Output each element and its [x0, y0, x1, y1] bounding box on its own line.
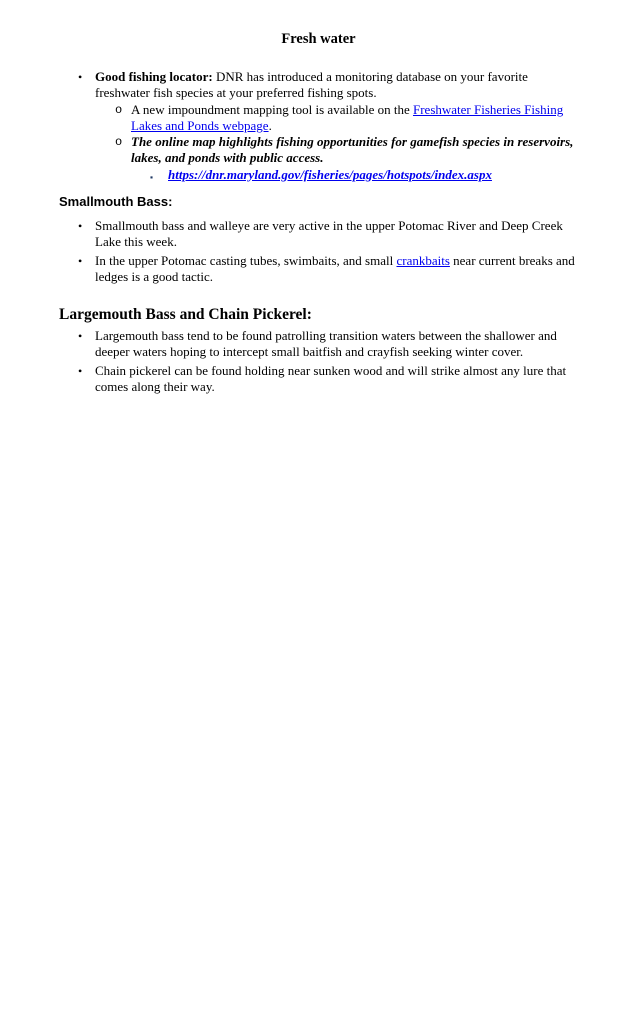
bullet-dot-icon: • — [78, 328, 83, 343]
list-item — [59, 167, 578, 183]
list-item — [59, 253, 578, 286]
smallmouth-bass-section — [59, 218, 578, 286]
page-title: Fresh water — [281, 31, 356, 47]
list-item-text: A new impoundment mapping tool is available on the Freshwater Fisheries Fishing Lakes and Ponds webpage. — [131, 101, 564, 133]
bullet-square-icon: ▪ — [150, 171, 154, 182]
freshwater-fisheries-webpage-link[interactable]: Freshwater Fisheries Fishing Lakes and Ponds webpage — [131, 101, 564, 133]
crankbaits-link[interactable]: crankbaits — [396, 253, 450, 269]
bullet-dot-icon: • — [78, 254, 83, 269]
list-item-text: The online map highlights fishing opportunities for gamefish species in reservoirs, lakes, and ponds with public access. — [131, 134, 574, 166]
document-page — [0, 0, 622, 395]
list-item — [59, 363, 578, 396]
smallmouth-bass-heading: Smallmouth Bass: — [59, 194, 173, 210]
fresh-water-section — [59, 69, 578, 183]
list-item — [59, 69, 578, 102]
list-item-text: Largemouth bass tend to be found patrolling transition waters between the shallower and deeper waters hoping to intercept small baitfish and crayfish seeking winter cover. — [95, 327, 557, 360]
list-item-text: In the upper Potomac casting tubes, swimbaits, and small crankbaits near current breaks and ledges is a good tactic. — [95, 253, 575, 285]
bullet-dot-icon: • — [78, 219, 83, 234]
bold-lead: Good fishing locator: — [95, 69, 213, 84]
list-item — [59, 102, 578, 135]
list-item-text: Smallmouth bass and walleye are very active in the upper Potomac River and Deep Creek Lake this week. — [95, 218, 563, 250]
bullet-dot-icon: • — [78, 363, 83, 378]
hotspots-url-link[interactable]: https://dnr.maryland.gov/fisheries/pages/hotspots/index.aspx — [168, 166, 492, 182]
largemouth-pickerel-section — [59, 328, 578, 396]
list-item — [59, 134, 578, 167]
list-item-text: Good fishing locator: DNR has introduced a monitoring database on your favorite freshwater fish species at your preferred fishing spots. — [95, 69, 528, 101]
list-item — [59, 328, 578, 361]
bullet-dot-icon: • — [78, 70, 83, 84]
bullet-circle-icon: o — [115, 135, 123, 150]
list-item — [59, 218, 578, 251]
bullet-circle-icon: o — [115, 102, 123, 117]
largemouth-pickerel-heading: Largemouth Bass and Chain Pickerel: — [59, 305, 312, 323]
list-item-text: Chain pickerel can be found holding near sunken wood and will strike almost any lure that comes along their way. — [95, 362, 567, 395]
